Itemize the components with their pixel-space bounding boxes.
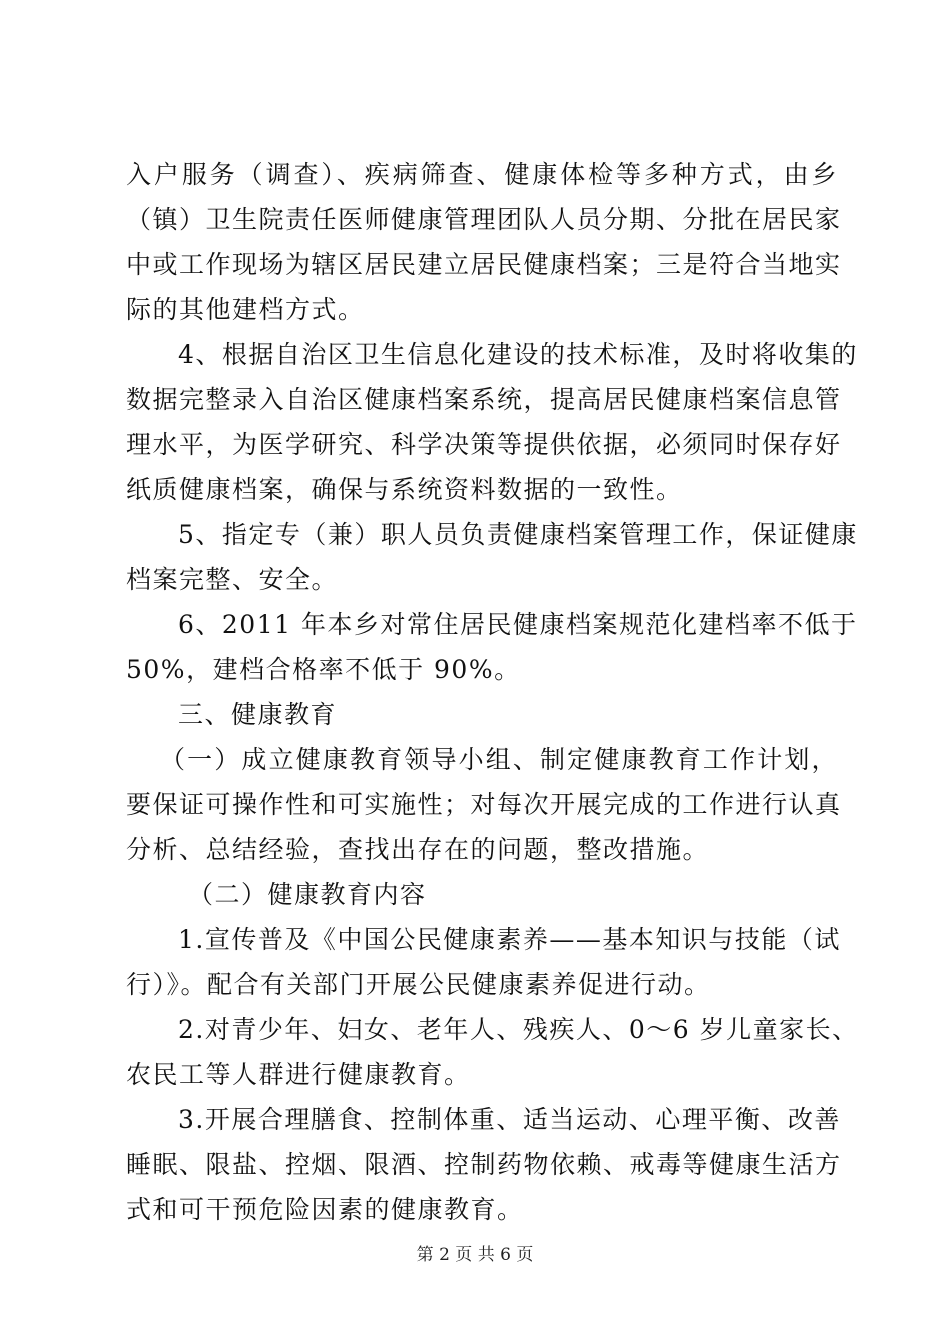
text-line: 纸质健康档案，确保与系统资料数据的一致性。 xyxy=(126,475,683,504)
text-line: 农民工等人群进行健康教育。 xyxy=(126,1060,471,1089)
text-line: 要保证可操作性和可实施性；对每次开展完成的工作进行认真 xyxy=(126,790,842,819)
paragraph-start-line: 5、指定专（兼）职人员负责健康档案管理工作，保证健康 xyxy=(178,520,858,549)
text-line: 分析、总结经验，查找出存在的问题，整改措施。 xyxy=(126,835,710,864)
text-line: 50%，建档合格率不低于 90%。 xyxy=(126,655,521,684)
list-item-line: 1.宣传普及《中国公民健康素养——基本知识与技能（试 xyxy=(178,925,841,954)
page-footer: 第 2 页 共 6 页 xyxy=(416,1245,534,1265)
text-line: 际的其他建档方式。 xyxy=(126,295,365,324)
subsection-heading: （二）健康教育内容 xyxy=(188,880,427,909)
text-line: 行）》。配合有关部门开展公民健康素养促进行动。 xyxy=(126,970,711,999)
text-line: 理水平，为医学研究、科学决策等提供依据，必须同时保存好 xyxy=(126,430,842,459)
text-line: （镇）卫生院责任医师健康管理团队人员分期、分批在居民家 xyxy=(126,205,842,234)
list-item-line: 3.开展合理膳食、控制体重、适当运动、心理平衡、改善 xyxy=(178,1105,841,1134)
paragraph-start-line: （一）成立健康教育领导小组、制定健康教育工作计划， xyxy=(160,745,838,774)
text-line: 数据完整录入自治区健康档案系统，提高居民健康档案信息管 xyxy=(126,385,842,414)
paragraph-start-line: 4、根据自治区卫生信息化建设的技术标准，及时将收集的 xyxy=(178,340,858,369)
list-item-line: 2.对青少年、妇女、老年人、残疾人、0～6 岁儿童家长、 xyxy=(178,1015,859,1044)
text-line: 入户服务（调查）、疾病筛查、健康体检等多种方式，由乡 xyxy=(126,160,838,189)
text-line: 档案完整、安全。 xyxy=(126,565,339,594)
section-heading: 三、健康教育 xyxy=(178,700,338,729)
paragraph-start-line: 6、2011 年本乡对常住居民健康档案规范化建档率不低于 xyxy=(178,610,858,639)
text-line: 式和可干预危险因素的健康教育。 xyxy=(126,1195,524,1224)
text-line: 中或工作现场为辖区居民建立居民健康档案；三是符合当地实 xyxy=(126,250,842,279)
text-line: 睡眠、限盐、控烟、限酒、控制药物依赖、戒毒等健康生活方 xyxy=(126,1150,842,1179)
